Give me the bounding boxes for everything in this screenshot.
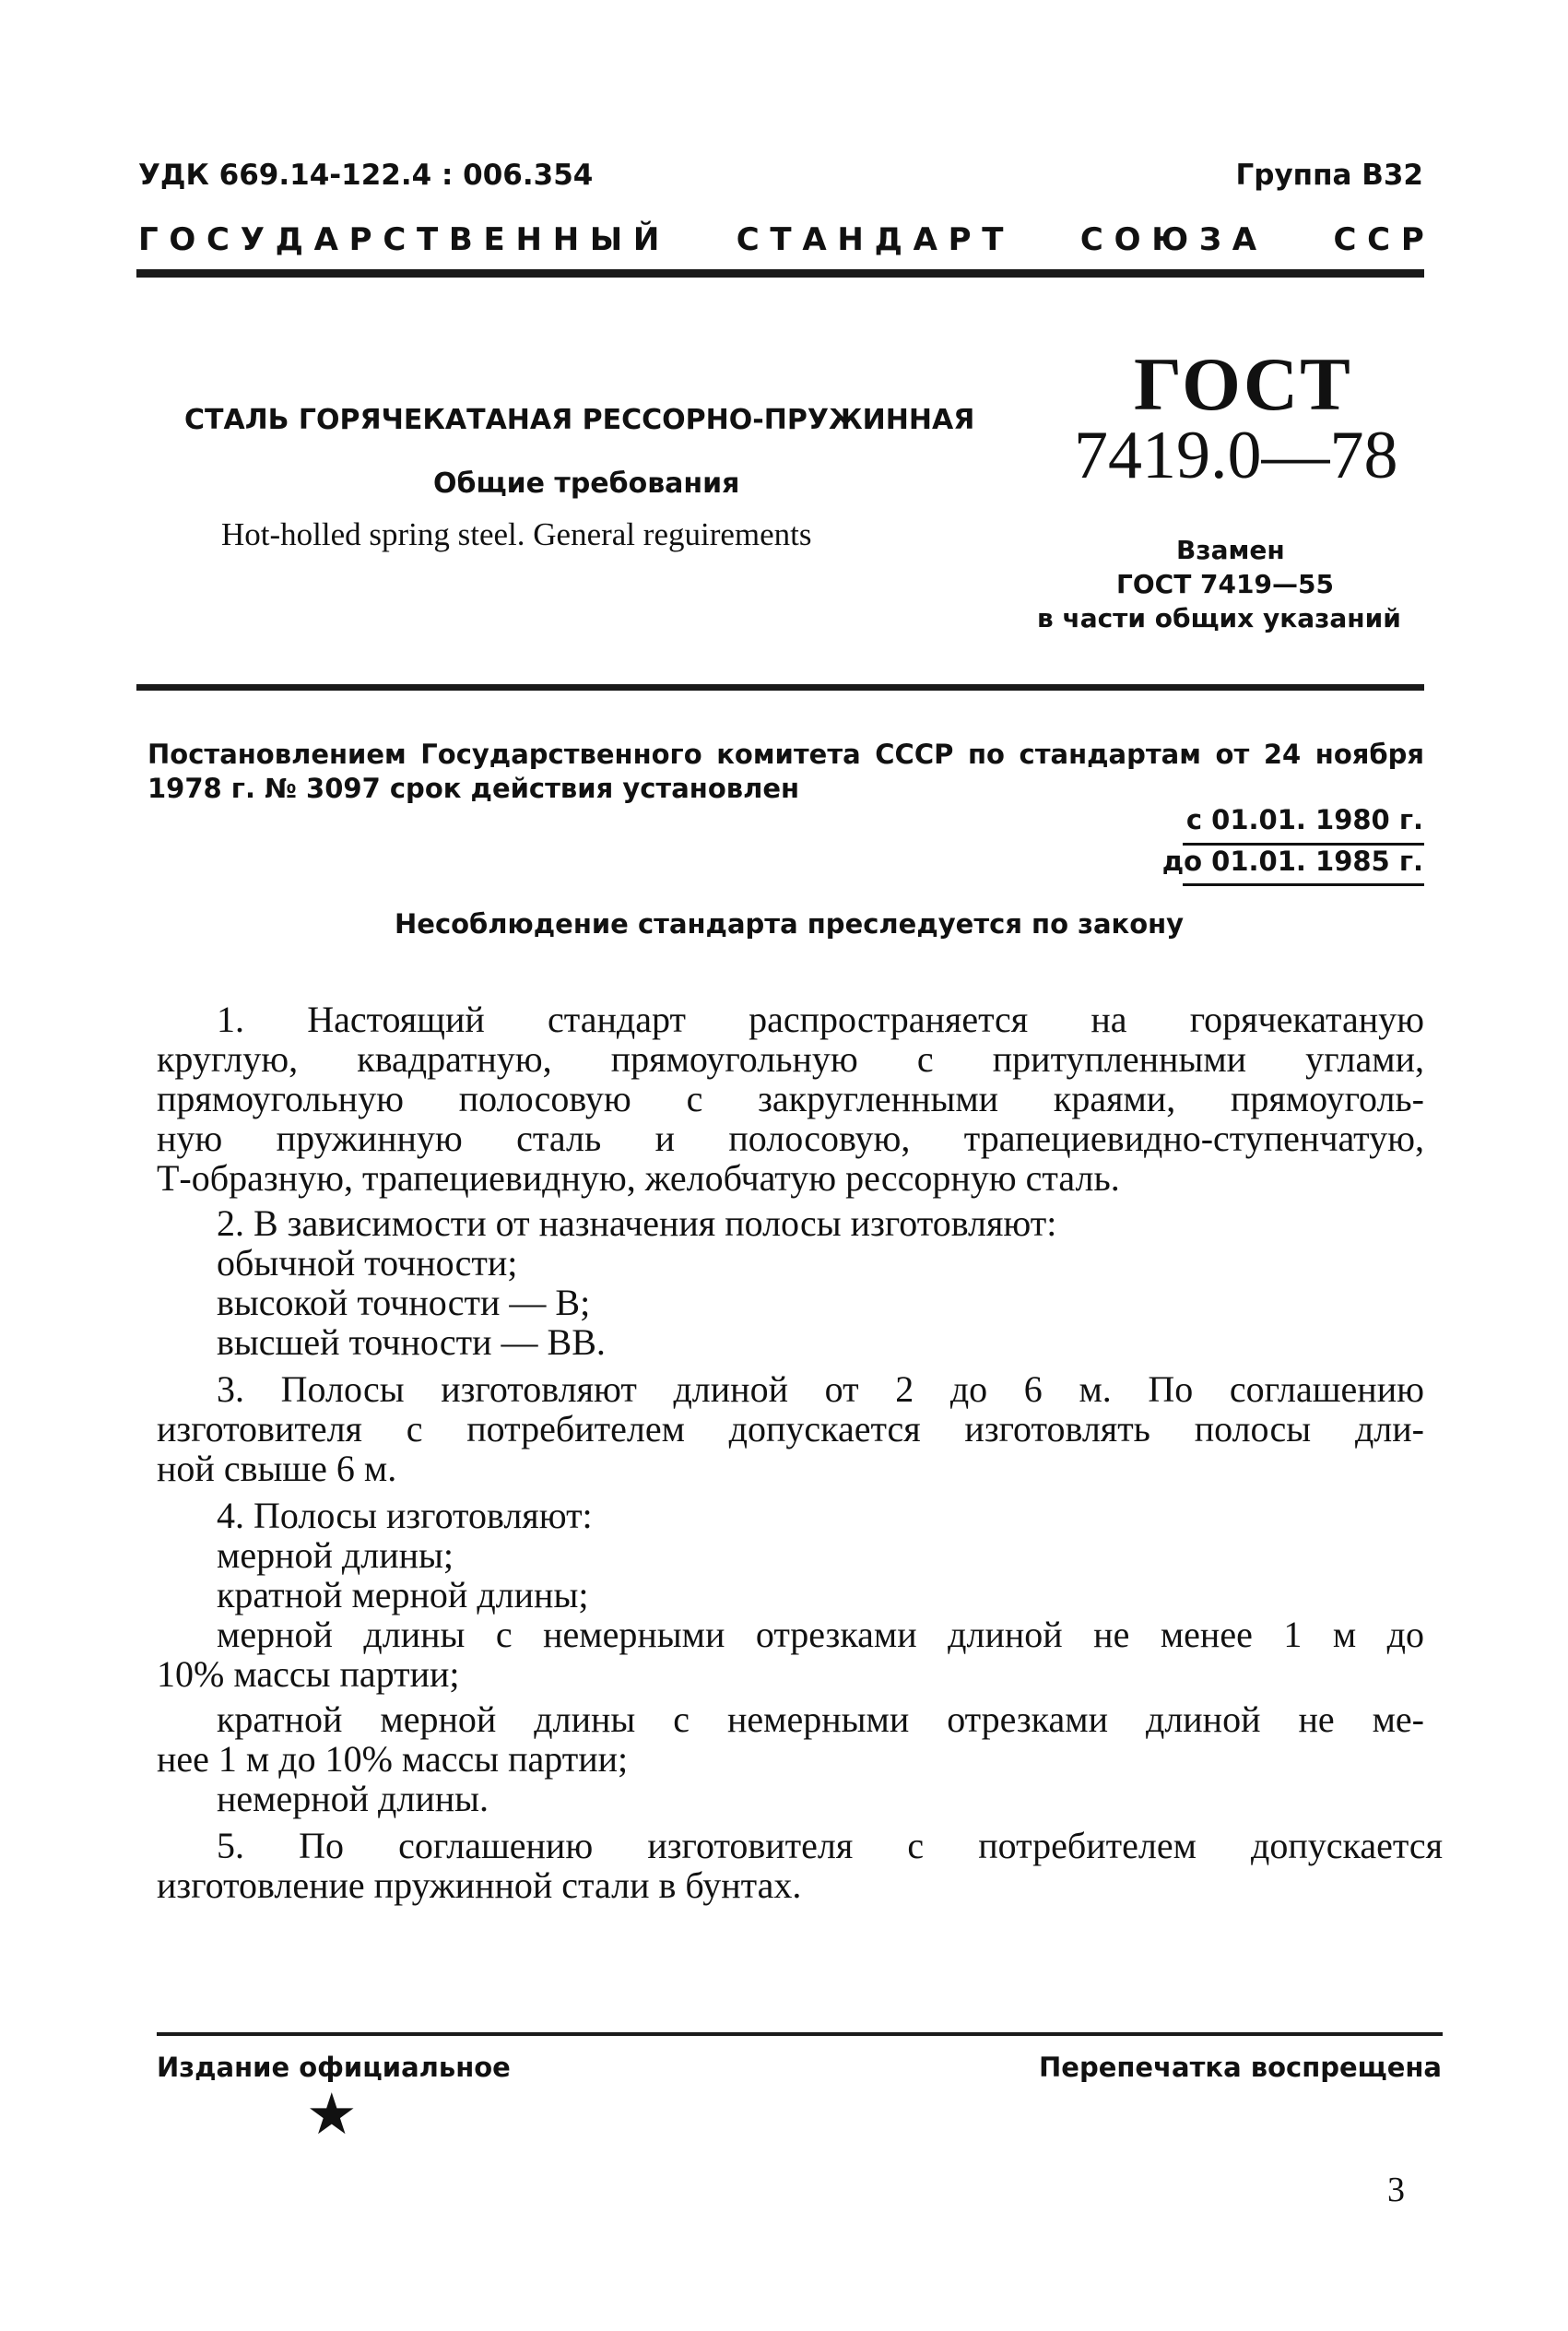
decree-line-2: 1978 г. № 3097 срок действия установлен: [147, 773, 800, 804]
body-line: обычной точности;: [217, 1242, 518, 1284]
star-icon: ★: [306, 2084, 358, 2147]
state-title-char: А: [802, 221, 827, 258]
state-title-char: С: [1333, 221, 1357, 258]
state-title-char: Т: [982, 221, 1004, 258]
group-code: Группа В32: [1235, 159, 1423, 192]
state-title-char: С: [383, 221, 407, 258]
state-title-char: Т: [770, 221, 792, 258]
state-title-char: О: [1114, 221, 1141, 258]
state-title-char: С: [206, 221, 230, 258]
state-title-char: С: [736, 221, 760, 258]
state-title-char: Н: [837, 221, 864, 258]
state-title-char: Й: [632, 221, 660, 258]
body-line: высокой точности — В;: [217, 1282, 591, 1323]
footer-rule: [157, 2032, 1443, 2036]
body-line: ной свыше 6 м.: [157, 1448, 397, 1489]
body-line: Т-образную, трапециевидную, желобчатую рессорную сталь.: [157, 1157, 1120, 1199]
body-line: нее 1 м до 10% массы партии;: [157, 1738, 629, 1780]
state-title-char: В: [448, 221, 473, 258]
body-line: круглую, квадратную, прямоугольную с притупленными углами,: [157, 1038, 1424, 1080]
body-line: 1. Настоящий стандарт распространяется на горячекатаную: [217, 999, 1424, 1040]
state-title-char: А: [913, 221, 937, 258]
reprint-prohibited: Перепечатка воспрещена: [1039, 2052, 1442, 2083]
body-line: 2. В зависимости от назначения полосы изготовляют:: [217, 1202, 1057, 1244]
state-title-char: Г: [138, 221, 159, 258]
state-title-char: У: [240, 221, 265, 258]
standard-title-en: Hot-holled spring steel. General reguirements: [221, 516, 812, 552]
body-line: 5. По соглашению изготовителя с потребителем допускается: [217, 1825, 1443, 1866]
state-title-char: С: [1367, 221, 1391, 258]
replaced-standard: ГОСТ 7419—55: [1116, 569, 1334, 599]
body-line: мерной длины;: [217, 1534, 454, 1576]
body-line: 3. Полосы изготовляют длиной от 2 до 6 м. По соглашению: [217, 1368, 1424, 1410]
state-title-char: З: [1198, 221, 1221, 258]
body-line: кратной мерной длины;: [217, 1574, 589, 1615]
standard-title-ru: СТАЛЬ ГОРЯЧЕКАТАНАЯ РЕССОРНО-ПРУЖИННАЯ: [184, 404, 975, 436]
state-title-char: С: [1079, 221, 1103, 258]
state-title-char: Т: [416, 221, 439, 258]
state-title-char: О: [169, 221, 196, 258]
udk-code: УДК 669.14-122.4 : 006.354: [138, 159, 594, 192]
state-title-char: Н: [515, 221, 542, 258]
valid-to: до 01.01. 1985 г.: [1161, 846, 1423, 877]
state-title-char: Н: [552, 221, 580, 258]
decree-line-1: Постановлением Государственного комитета СССР по стандартам от 24 ноября: [147, 739, 1424, 770]
gost-number: 7419.0—78: [1074, 418, 1398, 493]
state-title-char: Д: [874, 221, 902, 258]
official-edition: Издание официальное: [157, 2052, 511, 2083]
body-line: ную пружинную сталь и полосовую, трапециевидно-ступенчатую,: [157, 1118, 1424, 1159]
body-line: немерной длины.: [217, 1778, 489, 1819]
state-title-char: Р: [348, 221, 372, 258]
state-title-char: Ы: [589, 221, 623, 258]
body-line: мерной длины с немерными отрезками длиной не менее 1 м до: [217, 1614, 1424, 1655]
body-line: 10% массы партии;: [157, 1653, 460, 1695]
state-title-char: Д: [275, 221, 303, 258]
replaces-label: Взамен: [1176, 535, 1285, 565]
body-line: кратной мерной длины с немерными отрезками длиной не ме-: [217, 1698, 1424, 1740]
state-title-char: А: [1232, 221, 1257, 258]
standard-subtitle: Общие требования: [433, 467, 740, 500]
body-line: высшей точности — ВВ.: [217, 1321, 606, 1363]
body-line: изготовителя с потребителем допускается изготовлять полосы дли-: [157, 1408, 1424, 1449]
state-title-char: А: [313, 221, 338, 258]
body-line: прямоугольную полосовую с закругленными краями, прямоуголь-: [157, 1078, 1424, 1119]
state-title-char: Р: [1400, 221, 1424, 258]
replaced-scope: в части общих указаний: [1037, 603, 1401, 633]
page-number: 3: [1387, 2171, 1405, 2209]
gost-label: ГОСТ: [1134, 342, 1352, 426]
body-line: изготовление пружинной стали в бунтах.: [157, 1864, 802, 1906]
state-title-char: Ю: [1151, 221, 1189, 258]
body-line: 4. Полосы изготовляют:: [217, 1495, 593, 1536]
legal-warning: Несоблюдение стандарта преследуется по закону: [395, 908, 1185, 940]
state-title-char: Е: [483, 221, 505, 258]
state-title-char: Р: [948, 221, 972, 258]
valid-from: с 01.01. 1980 г.: [1185, 804, 1423, 835]
